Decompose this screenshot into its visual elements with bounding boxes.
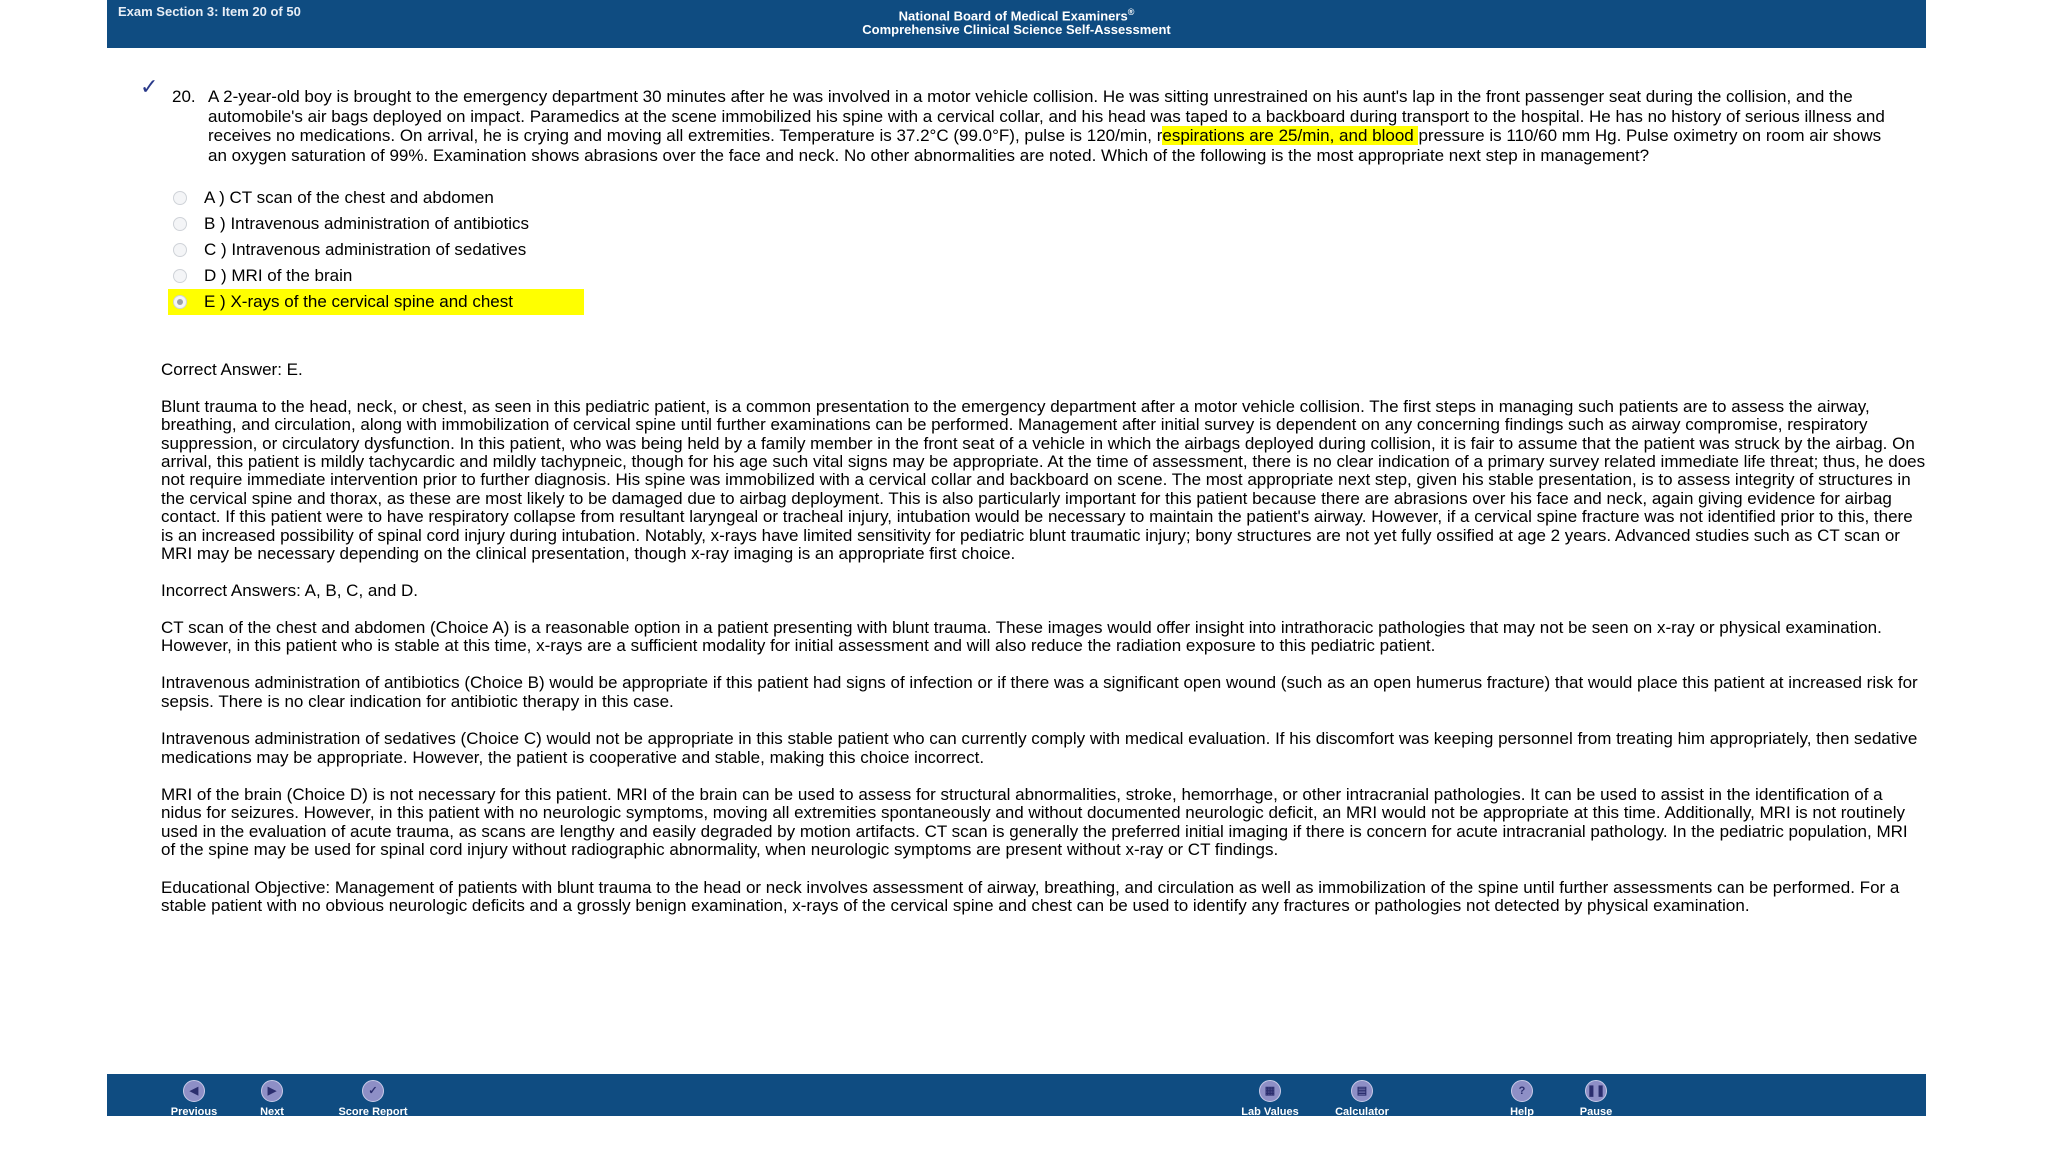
radio-button[interactable] — [173, 191, 187, 205]
question-text — [208, 87, 1902, 165]
registered-mark: ® — [1127, 7, 1135, 17]
exam-title — [107, 5, 1926, 37]
choice-a-explanation: CT scan of the chest and abdomen (Choice A) is a reasonable option in a patient presenting with blunt trauma. These images would offer insight into intrathoracic pathologies that may not be seen on x-ray or physical examination. However, in this patient who is stable at this time, x-rays are a sufficient modality for initial assessment and will also reduce the radiation exposure to this pediatric patient. — [161, 617, 1882, 656]
previous-button[interactable] — [154, 1080, 234, 1116]
option-b[interactable] — [168, 211, 584, 237]
org-name: National Board of Medical Examiners — [898, 8, 1128, 24]
choice-c-explanation: Intravenous administration of sedatives (Choice C) would not be appropriate in this stable patient who can currently comply with medical evaluation. If his discomfort was keeping personnel from treating him appropriately, then sedative medications may be appropriate. However, the patient is cooperative and stable, making this choice incorrect. — [161, 729, 1918, 767]
radio-button[interactable] — [173, 269, 187, 283]
bottom-toolbar — [107, 1074, 1926, 1116]
previous-arrow-icon: ◀ — [183, 1080, 205, 1102]
next-label: Next — [260, 1106, 284, 1116]
help-label: Help — [1510, 1106, 1534, 1116]
option-label: C ) Intravenous administration of sedatives — [204, 240, 527, 259]
radio-button-selected[interactable] — [173, 295, 187, 309]
option-label: A ) CT scan of the chest and abdomen — [204, 188, 494, 207]
option-e[interactable] — [168, 289, 584, 315]
question-stem — [172, 87, 1902, 165]
option-d[interactable] — [168, 263, 584, 289]
question-text-part1: A 2-year-old boy is brought to the emergency department 30 minutes after he was involved in a motor vehicle collision. He was sitting unrestrained on his aunt's lap in the front passenger seat during the collision, and the automobile's air bags deployed on impact. Paramedics at the scene immobilized his spine with a cervical collar, and his head was taped to a backboard during transport to the hospital. He has no history of serious illness and receives no medications. On arrival, he is crying and moving all extremities. Temperature is 37.2°C (99.0°F), pulse is 120/min, r — [208, 87, 1885, 145]
lab-values-icon: ▦ — [1259, 1080, 1281, 1102]
next-arrow-icon: ▶ — [261, 1080, 283, 1102]
answer-options — [168, 185, 568, 315]
header-bar — [107, 0, 1926, 48]
correct-answer-heading: Correct Answer: E. — [161, 360, 303, 379]
option-label: B ) Intravenous administration of antibiotics — [204, 214, 530, 233]
lab-values-button[interactable] — [1230, 1080, 1310, 1116]
correct-check-icon: ✓ — [140, 74, 159, 99]
choice-d-explanation: MRI of the brain (Choice D) is not necessary for this patient. MRI of the brain can be used to assess for structural abnormalities, stroke, hemorrhage, or other intracranial pathologies. It can be used to assist in the identification of a nidus for seizures. However, in this patient with no neurologic symptoms, moving all extremities spontaneously and without documented neurologic deficit, an MRI would not be appropriate at this time. Additionally, MRI is not routinely used in the evaluation of acute trauma, as scans are lengthy and easily degraded by motion artifacts. CT scan is generally the preferred initial imaging if there is concern for acute intracranial pathology. In the pediatric population, MRI of the spine may be used for spinal cord injury without radiographic abnormality, when neurologic symptoms are present without x-ray or CT findings. — [161, 785, 1908, 860]
option-label: D ) MRI of the brain — [204, 266, 353, 285]
item-counter: Exam Section 3: Item 20 of 50 — [118, 4, 301, 19]
incorrect-answers-heading: Incorrect Answers: A, B, C, and D. — [161, 580, 418, 600]
score-report-button[interactable] — [333, 1080, 413, 1116]
next-button[interactable] — [232, 1080, 312, 1116]
checkmark-icon: ✓ — [362, 1080, 384, 1102]
help-button[interactable] — [1482, 1080, 1562, 1116]
option-c[interactable] — [168, 237, 584, 263]
radio-button[interactable] — [173, 243, 187, 257]
score-report-label: Score Report — [338, 1106, 408, 1116]
pause-button[interactable] — [1556, 1080, 1636, 1116]
explanation — [161, 361, 1926, 934]
correct-answer-paragraph: Blunt trauma to the head, neck, or chest, as seen in this pediatric patient, is a common presentation to the emergency department after a motor vehicle collision. The first steps in managing such patients are to assess the airway, breathing, and circulation, along with immobilization of cervical spine until further examinations can be performed. Management after initial survey is dependent on any concerning findings such as airway compromise, respiratory suppression, or circulatory dysfunction. In this patient, who was being held by a family member in the front seat of a vehicle in which the airbags deployed during collision, it is fair to assume that the patient was struck by the airbag. On arrival, this patient is mildly tachycardic and mildly tachypneic, though for his age such vital signs may be appropriate. At the time of assessment, there is no clear indication of a primary survey related immediate life threat; thus, he does not require immediate intervention prior to further diagnosis. His spine was immobilized with a cervical collar and backboard on scene. The most appropriate next step, given his stable presentation, is to assess integrity of structures in the cervical spine and thorax, as these are most likely to be damaged due to airbag deployment. This is also particularly important for this patient because there are abrasions over his face and neck, again giving evidence for airbag contact. If this patient were to have respiratory collapse from resultant laryngeal or tracheal injury, intubation would be necessary to maintain the patient's airway. However, if a cervical spine fracture was not identified prior to this, there is an increased possibility of spinal cord injury during intubation. Notably, x-rays have limited sensitivity for pediatric blunt traumatic injury; bony structures are not yet fully ossified at age 2 years. Advanced studies such as CT scan or MRI may be necessary depending on the clinical presentation, though x-ray imaging is an appropriate first choice. — [161, 396, 1926, 564]
previous-label: Previous — [170, 1106, 218, 1116]
question-text-part2: pressure is 110/60 mm Hg. Pulse oximetry on room air shows an oxygen saturation of 99%. Examination shows abrasions over the face and neck. No other abnormalities are noted. Which of the following is the most appropriate next step in management? — [208, 126, 1882, 165]
pause-label: Pause — [1579, 1106, 1613, 1116]
radio-button[interactable] — [173, 217, 187, 231]
calculator-button[interactable] — [1322, 1080, 1402, 1116]
educational-objective: Educational Objective: Management of patients with blunt trauma to the head or neck involves assessment of airway, breathing, and circulation as well as immobilization of the spine until further assessments can be performed. For a stable patient with no obvious neurologic deficits and a grossly benign examination, x-rays of the cervical spine and chest can be used to identify any fractures or pathologies not detected by physical examination. — [161, 877, 1900, 916]
option-label: E ) X-rays of the cervical spine and chest — [204, 292, 513, 311]
pause-icon: ❚❚ — [1585, 1080, 1607, 1102]
exam-name: Comprehensive Clinical Science Self-Assessment — [862, 22, 1171, 38]
calculator-label: Calculator — [1335, 1106, 1389, 1116]
calculator-icon: ▤ — [1351, 1080, 1373, 1102]
lab-values-label: Lab Values — [1241, 1106, 1299, 1116]
choice-b-explanation: Intravenous administration of antibiotics (Choice B) would be appropriate if this patient had signs of infection or if there was a significant open wound (such as an open humerus fracture) that would place this patient at increased risk for sepsis. There is no clear indication for antibiotic therapy in this case. — [161, 673, 1918, 711]
question-number: 20. — [172, 87, 196, 106]
highlighted-text: espirations are 25/min, and blood — [1162, 126, 1419, 145]
help-icon: ? — [1511, 1080, 1533, 1102]
option-a[interactable] — [168, 185, 584, 211]
